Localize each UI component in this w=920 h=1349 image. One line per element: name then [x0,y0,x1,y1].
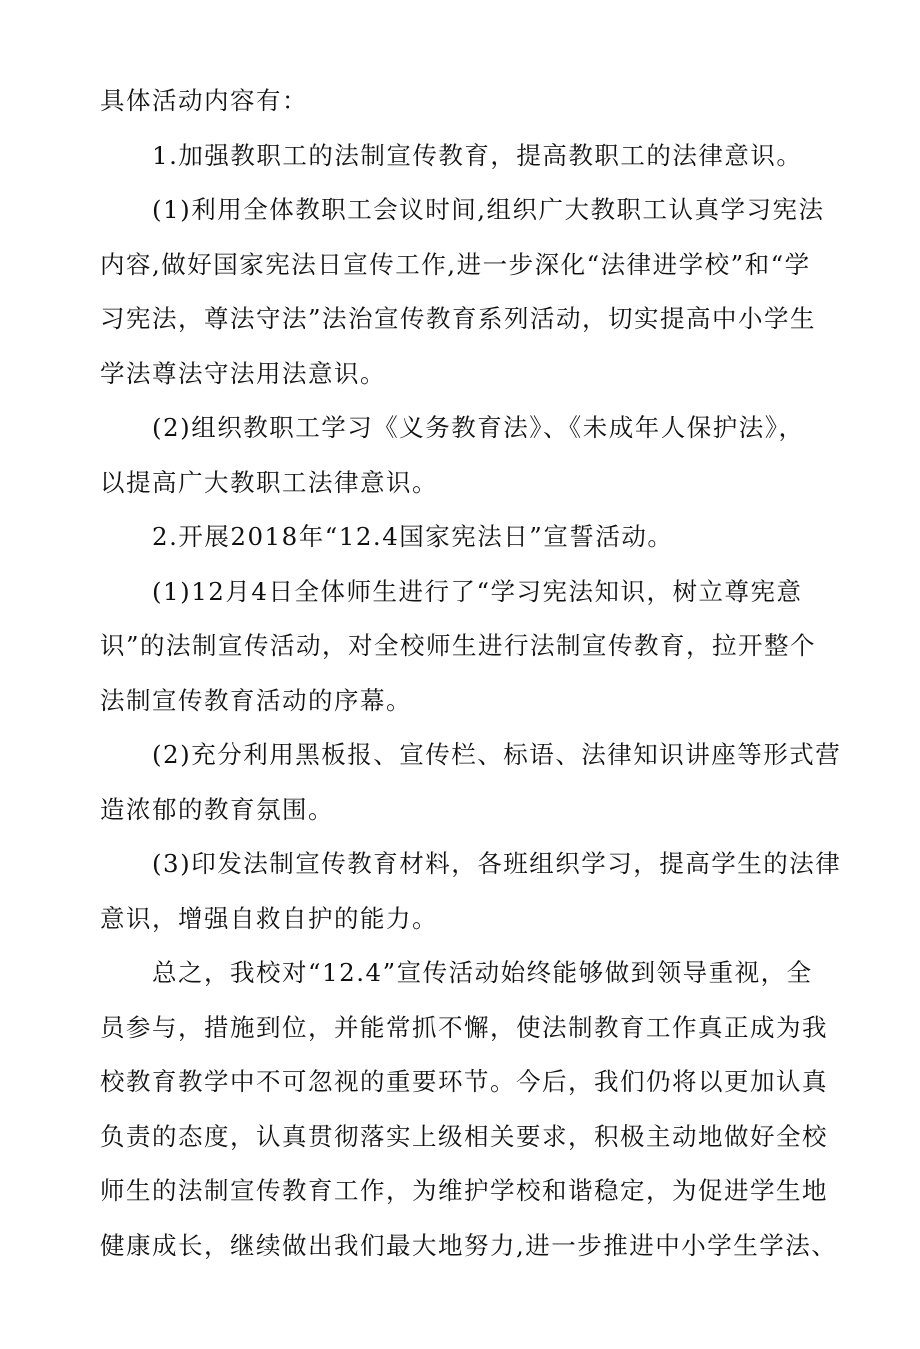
text-line: 意识，增强自救自护的能力。 [100,903,438,933]
text-line: 内容,做好国家宪法日宣传工作,进一步深化“法律进学校”和“学 [100,249,811,279]
text-line: 健康成长，继续做出我们最大地努力,进一步推进中小学生学法、 [100,1230,838,1260]
text-line: (1)12月4日全体师生进行了“学习宪法知识，树立尊宪意 [152,576,803,606]
text-line: 习宪法，尊法守法”法治宣传教育系列活动，切实提高中小学生 [100,304,817,333]
document-body [100,74,842,1273]
text-line: 以提高广大教职工法律意识。 [100,467,438,497]
text-line: 总之，我校对“12.4”宣传活动始终能够做到领导重视，全 [152,958,813,987]
text-line: 校教育教学中不可忽视的重要环节。今后，我们仍将以更加认真 [100,1067,828,1096]
text-line: 2.开展2018年“12.4国家宪法日”宣誓活动。 [152,522,674,551]
text-line: 员参与，措施到位，并能常抓不懈，使法制教育工作真正成为我 [100,1012,828,1042]
text-line: 法制宣传教育活动的序幕。 [100,685,412,715]
text-line: 学法尊法守法用法意识。 [100,358,386,388]
text-line: 1.加强教职工的法制宣传教育，提高教职工的法律意识。 [152,140,803,170]
text-line: (3)印发法制宣传教育材料，各班组织学习，提高学生的法律 [152,849,842,878]
text-line: (2)组织教职工学习《义务教育法》、《未成年人保护法》， [152,413,805,442]
text-line: (2)充分利用黑板报、宣传栏、标语、法律知识讲座等形式营 [152,740,842,769]
text-line: 造浓郁的教育氛围。 [100,794,334,824]
text-line: 负责的态度，认真贯彻落实上级相关要求，积极主动地做好全校 [100,1121,828,1151]
text-line: (1)利用全体教职工会议时间,组织广大教职工认真学习宪法 [152,195,825,224]
text-line: 具体活动内容有： [100,86,308,115]
text-line: 师生的法制宣传教育工作，为维护学校和谐稳定，为促进学生地 [100,1176,828,1205]
text-line: 识”的法制宣传活动，对全校师生进行法制宣传教育，拉开整个 [100,631,817,660]
